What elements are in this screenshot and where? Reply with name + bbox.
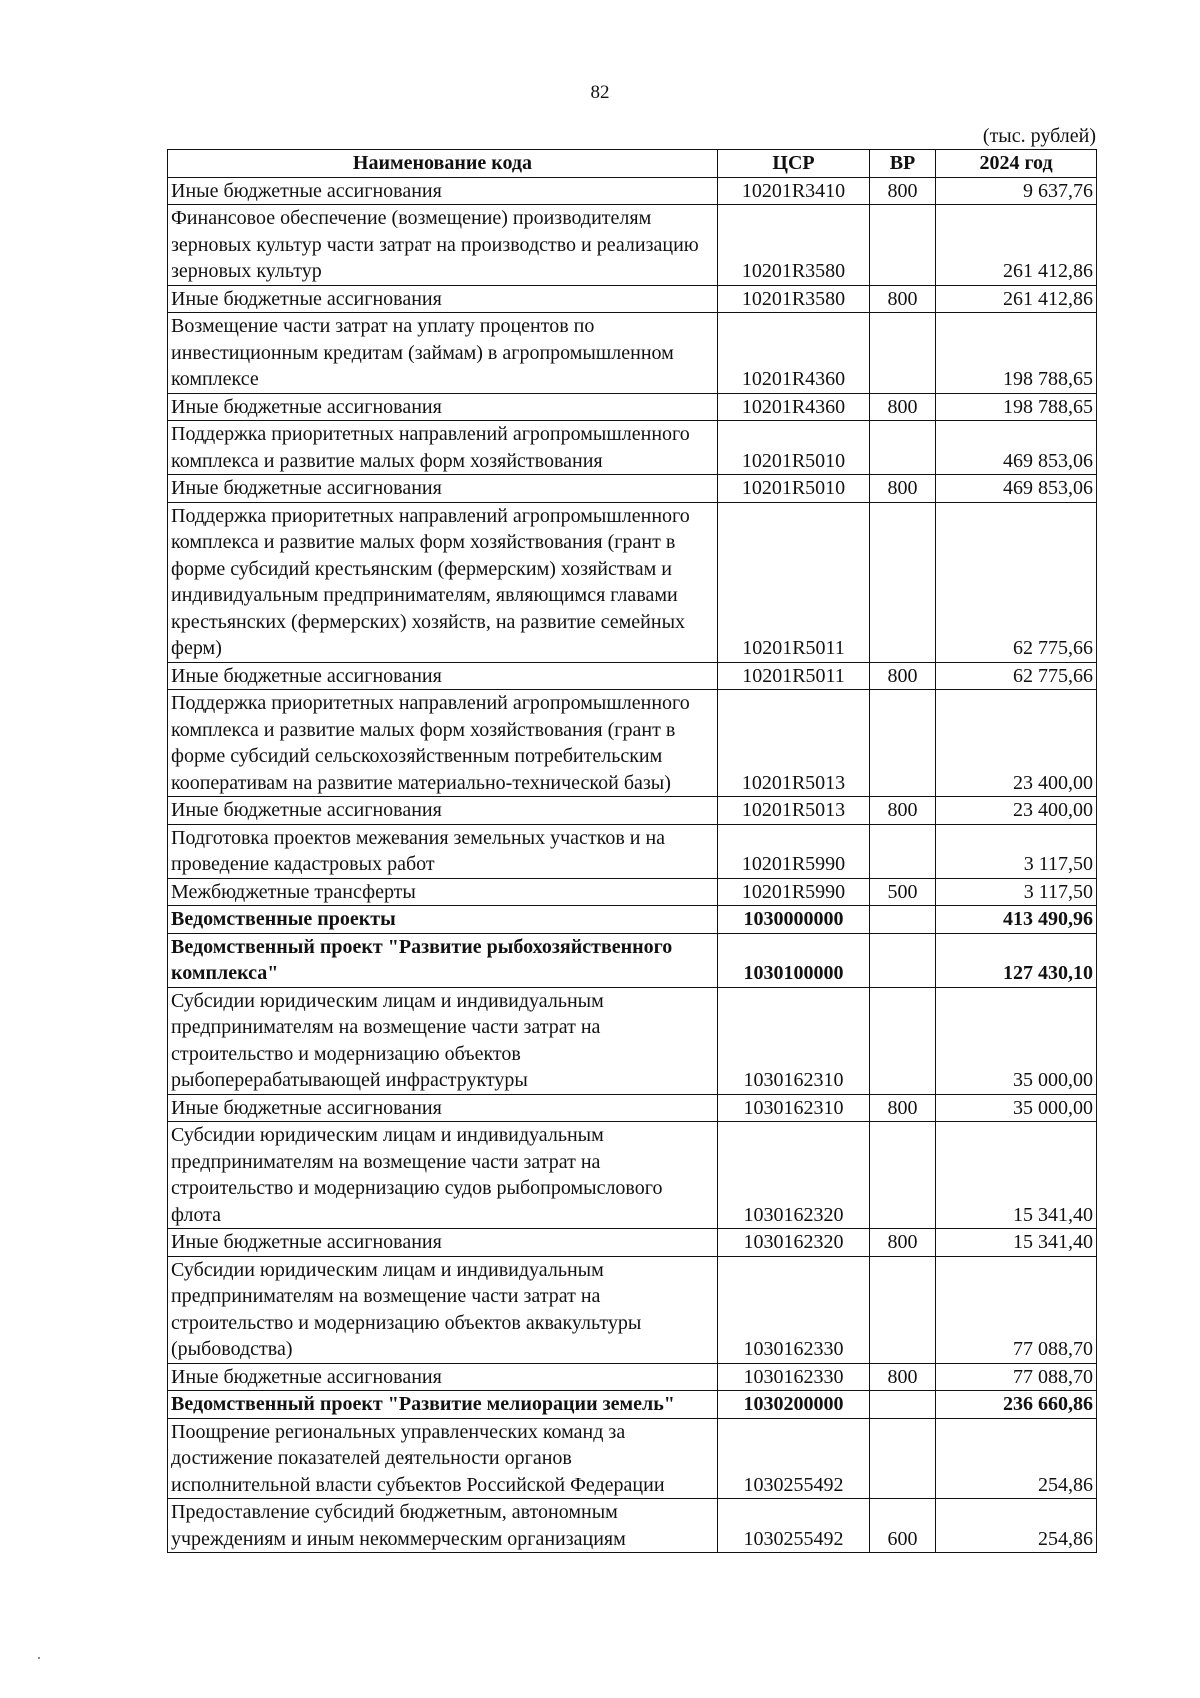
cell-name: Иные бюджетные ассигнования: [168, 797, 718, 825]
cell-amount: 236 660,86: [936, 1391, 1097, 1419]
cell-name: Возмещение части затрат на уплату процентов по инвестиционным кредитам (займам) в агропромышленном комплексе: [168, 313, 718, 394]
cell-name: Поддержка приоритетных направлений агропромышленного комплекса и развитие малых форм хозяйствования: [168, 421, 718, 475]
cell-vr: [870, 313, 936, 394]
cell-csr: 10201R5013: [718, 797, 870, 825]
cell-name: Иные бюджетные ассигнования: [168, 1229, 718, 1257]
cell-name: Иные бюджетные ассигнования: [168, 177, 718, 205]
cell-amount: 261 412,86: [936, 285, 1097, 313]
cell-vr: 800: [870, 1094, 936, 1122]
cell-csr: 10201R5990: [718, 824, 870, 878]
table-row: [168, 906, 1097, 934]
cell-amount: 254,86: [936, 1499, 1097, 1553]
table-row: [168, 1391, 1097, 1419]
cell-csr: 10201R4360: [718, 393, 870, 421]
cell-vr: [870, 824, 936, 878]
cell-vr: [870, 205, 936, 286]
cell-amount: 9 637,76: [936, 177, 1097, 205]
table-row: [168, 285, 1097, 313]
header-name: Наименование кода: [168, 150, 718, 178]
table-row: [168, 393, 1097, 421]
cell-amount: 15 341,40: [936, 1229, 1097, 1257]
cell-amount: 261 412,86: [936, 205, 1097, 286]
cell-amount: 198 788,65: [936, 393, 1097, 421]
cell-vr: [870, 1418, 936, 1499]
cell-csr: 10201R5011: [718, 502, 870, 662]
cell-csr: 1030100000: [718, 933, 870, 987]
cell-name: Субсидии юридическим лицам и индивидуальным предпринимателям на возмещение части затрат на строительство и модернизацию объектов аквакультуры (рыбоводства): [168, 1256, 718, 1363]
cell-amount: 23 400,00: [936, 690, 1097, 797]
cell-csr: 10201R5013: [718, 690, 870, 797]
cell-vr: 800: [870, 285, 936, 313]
cell-vr: [870, 502, 936, 662]
cell-csr: 10201R5011: [718, 662, 870, 690]
cell-csr: 1030162310: [718, 987, 870, 1094]
cell-vr: [870, 1391, 936, 1419]
cell-vr: [870, 1122, 936, 1229]
cell-csr: 1030162310: [718, 1094, 870, 1122]
cell-csr: 10201R3580: [718, 285, 870, 313]
cell-amount: 3 117,50: [936, 824, 1097, 878]
cell-vr: [870, 1256, 936, 1363]
cell-amount: 413 490,96: [936, 906, 1097, 934]
table-row: [168, 1499, 1097, 1553]
cell-vr: 800: [870, 662, 936, 690]
cell-amount: 77 088,70: [936, 1363, 1097, 1391]
cell-name: Иные бюджетные ассигнования: [168, 1094, 718, 1122]
table-row: [168, 205, 1097, 286]
table-row: [168, 690, 1097, 797]
cell-vr: [870, 906, 936, 934]
cell-vr: 600: [870, 1499, 936, 1553]
cell-amount: 127 430,10: [936, 933, 1097, 987]
cell-vr: 800: [870, 797, 936, 825]
cell-name: Поощрение региональных управленческих команд за достижение показателей деятельности органов исполнительной власти субъектов Российской Федерации: [168, 1418, 718, 1499]
cell-csr: 10201R4360: [718, 313, 870, 394]
table-row: [168, 662, 1097, 690]
cell-amount: 469 853,06: [936, 421, 1097, 475]
cell-vr: [870, 690, 936, 797]
cell-amount: 15 341,40: [936, 1122, 1097, 1229]
cell-csr: 1030000000: [718, 906, 870, 934]
cell-name: Поддержка приоритетных направлений агропромышленного комплекса и развитие малых форм хозяйствования (грант в форме субсидий сельскохозяйственным потребительским кооперативам на развитие материально-технической базы): [168, 690, 718, 797]
cell-amount: 35 000,00: [936, 987, 1097, 1094]
cell-name: Субсидии юридическим лицам и индивидуальным предпринимателям на возмещение части затрат на строительство и модернизацию судов рыбопромыслового флота: [168, 1122, 718, 1229]
table-row: [168, 1122, 1097, 1229]
cell-vr: [870, 987, 936, 1094]
cell-name: Предоставление субсидий бюджетным, автономным учреждениям и иным некоммерческим организациям: [168, 1499, 718, 1553]
table-row: [168, 824, 1097, 878]
cell-name: Иные бюджетные ассигнования: [168, 662, 718, 690]
budget-table: [167, 149, 1097, 1553]
units-label: (тыс. рублей): [982, 125, 1096, 147]
cell-vr: [870, 933, 936, 987]
cell-amount: 77 088,70: [936, 1256, 1097, 1363]
cell-name: Субсидии юридическим лицам и индивидуальным предпринимателям на возмещение части затрат на строительство и модернизацию объектов рыбоперерабатывающей инфраструктуры: [168, 987, 718, 1094]
table-row: [168, 1418, 1097, 1499]
cell-name: Поддержка приоритетных направлений агропромышленного комплекса и развитие малых форм хозяйствования (грант в форме субсидий крестьянским (фермерским) хозяйствам и индивидуальным предпринимателям, являющимся главами крестьянских (фермерских) хозяйств, на развитие семейных ферм): [168, 502, 718, 662]
table-row: [168, 1256, 1097, 1363]
cell-amount: 62 775,66: [936, 662, 1097, 690]
cell-amount: 3 117,50: [936, 878, 1097, 906]
cell-name: Ведомственный проект "Развитие мелиорации земель": [168, 1391, 718, 1419]
cell-vr: 800: [870, 393, 936, 421]
cell-csr: 1030255492: [718, 1499, 870, 1553]
table-header-row: [168, 150, 1097, 178]
table-row: [168, 1094, 1097, 1122]
page-number: 82: [590, 82, 610, 103]
table-row: [168, 502, 1097, 662]
table-row: [168, 878, 1097, 906]
cell-name: Иные бюджетные ассигнования: [168, 475, 718, 503]
cell-name: Ведомственные проекты: [168, 906, 718, 934]
table-row: [168, 177, 1097, 205]
cell-csr: 10201R3580: [718, 205, 870, 286]
scan-speck: [38, 1657, 40, 1659]
cell-name: Иные бюджетные ассигнования: [168, 285, 718, 313]
table-row: [168, 987, 1097, 1094]
cell-vr: 800: [870, 1363, 936, 1391]
cell-csr: 1030162320: [718, 1229, 870, 1257]
table-row: [168, 421, 1097, 475]
table-row: [168, 797, 1097, 825]
cell-amount: 254,86: [936, 1418, 1097, 1499]
cell-amount: 62 775,66: [936, 502, 1097, 662]
cell-name: Подготовка проектов межевания земельных участков и на проведение кадастровых работ: [168, 824, 718, 878]
table-row: [168, 1363, 1097, 1391]
cell-amount: 469 853,06: [936, 475, 1097, 503]
header-vr: ВР: [870, 150, 936, 178]
cell-amount: 198 788,65: [936, 313, 1097, 394]
cell-csr: 10201R5010: [718, 475, 870, 503]
cell-vr: 500: [870, 878, 936, 906]
table-body: [168, 177, 1097, 1553]
cell-name: Ведомственный проект "Развитие рыбохозяйственного комплекса": [168, 933, 718, 987]
cell-name: Межбюджетные трансферты: [168, 878, 718, 906]
cell-csr: 10201R5010: [718, 421, 870, 475]
cell-name: Иные бюджетные ассигнования: [168, 1363, 718, 1391]
table-row: [168, 1229, 1097, 1257]
cell-csr: 1030162330: [718, 1363, 870, 1391]
header-amount: 2024 год: [936, 150, 1097, 178]
header-csr: ЦСР: [718, 150, 870, 178]
cell-csr: 1030162330: [718, 1256, 870, 1363]
cell-csr: 10201R5990: [718, 878, 870, 906]
cell-name: Финансовое обеспечение (возмещение) производителям зерновых культур части затрат на производство и реализацию зерновых культур: [168, 205, 718, 286]
cell-csr: 1030200000: [718, 1391, 870, 1419]
cell-amount: 35 000,00: [936, 1094, 1097, 1122]
cell-vr: 800: [870, 1229, 936, 1257]
table-row: [168, 475, 1097, 503]
table-row: [168, 313, 1097, 394]
cell-name: Иные бюджетные ассигнования: [168, 393, 718, 421]
cell-vr: [870, 421, 936, 475]
cell-csr: 1030255492: [718, 1418, 870, 1499]
cell-vr: 800: [870, 177, 936, 205]
table-row: [168, 933, 1097, 987]
cell-amount: 23 400,00: [936, 797, 1097, 825]
cell-vr: 800: [870, 475, 936, 503]
cell-csr: 10201R3410: [718, 177, 870, 205]
cell-csr: 1030162320: [718, 1122, 870, 1229]
